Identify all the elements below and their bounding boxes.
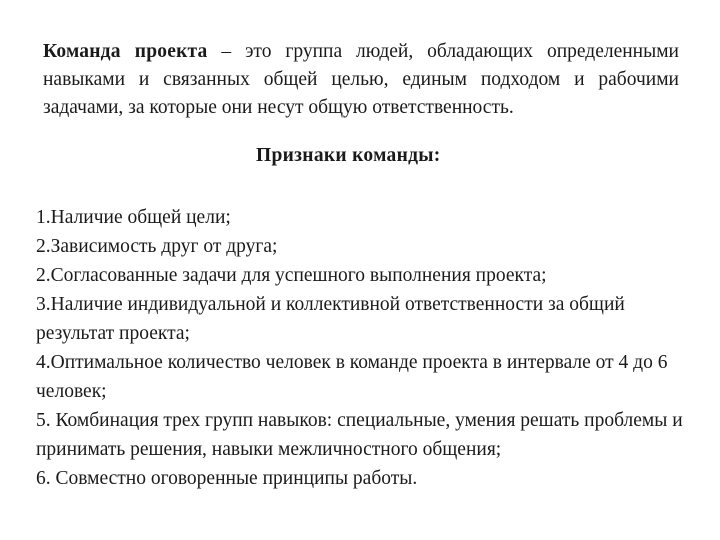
- definition-text: – это группа людей, обладающих определенными навыками и связанных общей целью, единым подходом и рабочими задачами, за которые они несут общую ответственность.: [43, 41, 679, 118]
- list-item: 2.Зависимость друг от друга;: [36, 236, 278, 257]
- list-item: 3.Наличие индивидуальной и коллективной ответственности за общий результат проекта;: [36, 294, 625, 344]
- list-item: 2.Согласованные задачи для успешного выполнения проекта;: [36, 265, 547, 286]
- signs-heading: Признаки команды:: [256, 145, 441, 166]
- list-item: 6. Совместно оговоренные принципы работы.: [36, 468, 418, 489]
- signs-list: [36, 203, 696, 493]
- list-item: 5. Комбинация трех групп навыков: специальные, умения решать проблемы и принимать решения, навыки межличностного общения;: [36, 410, 683, 460]
- definition-term: Команда проекта: [43, 41, 208, 62]
- list-item: 1.Наличие общей цели;: [36, 207, 231, 228]
- list-item: 4.Оптимальное количество человек в команде проекта в интервале от 4 до 6 человек;: [36, 352, 668, 402]
- definition-paragraph: [43, 38, 679, 122]
